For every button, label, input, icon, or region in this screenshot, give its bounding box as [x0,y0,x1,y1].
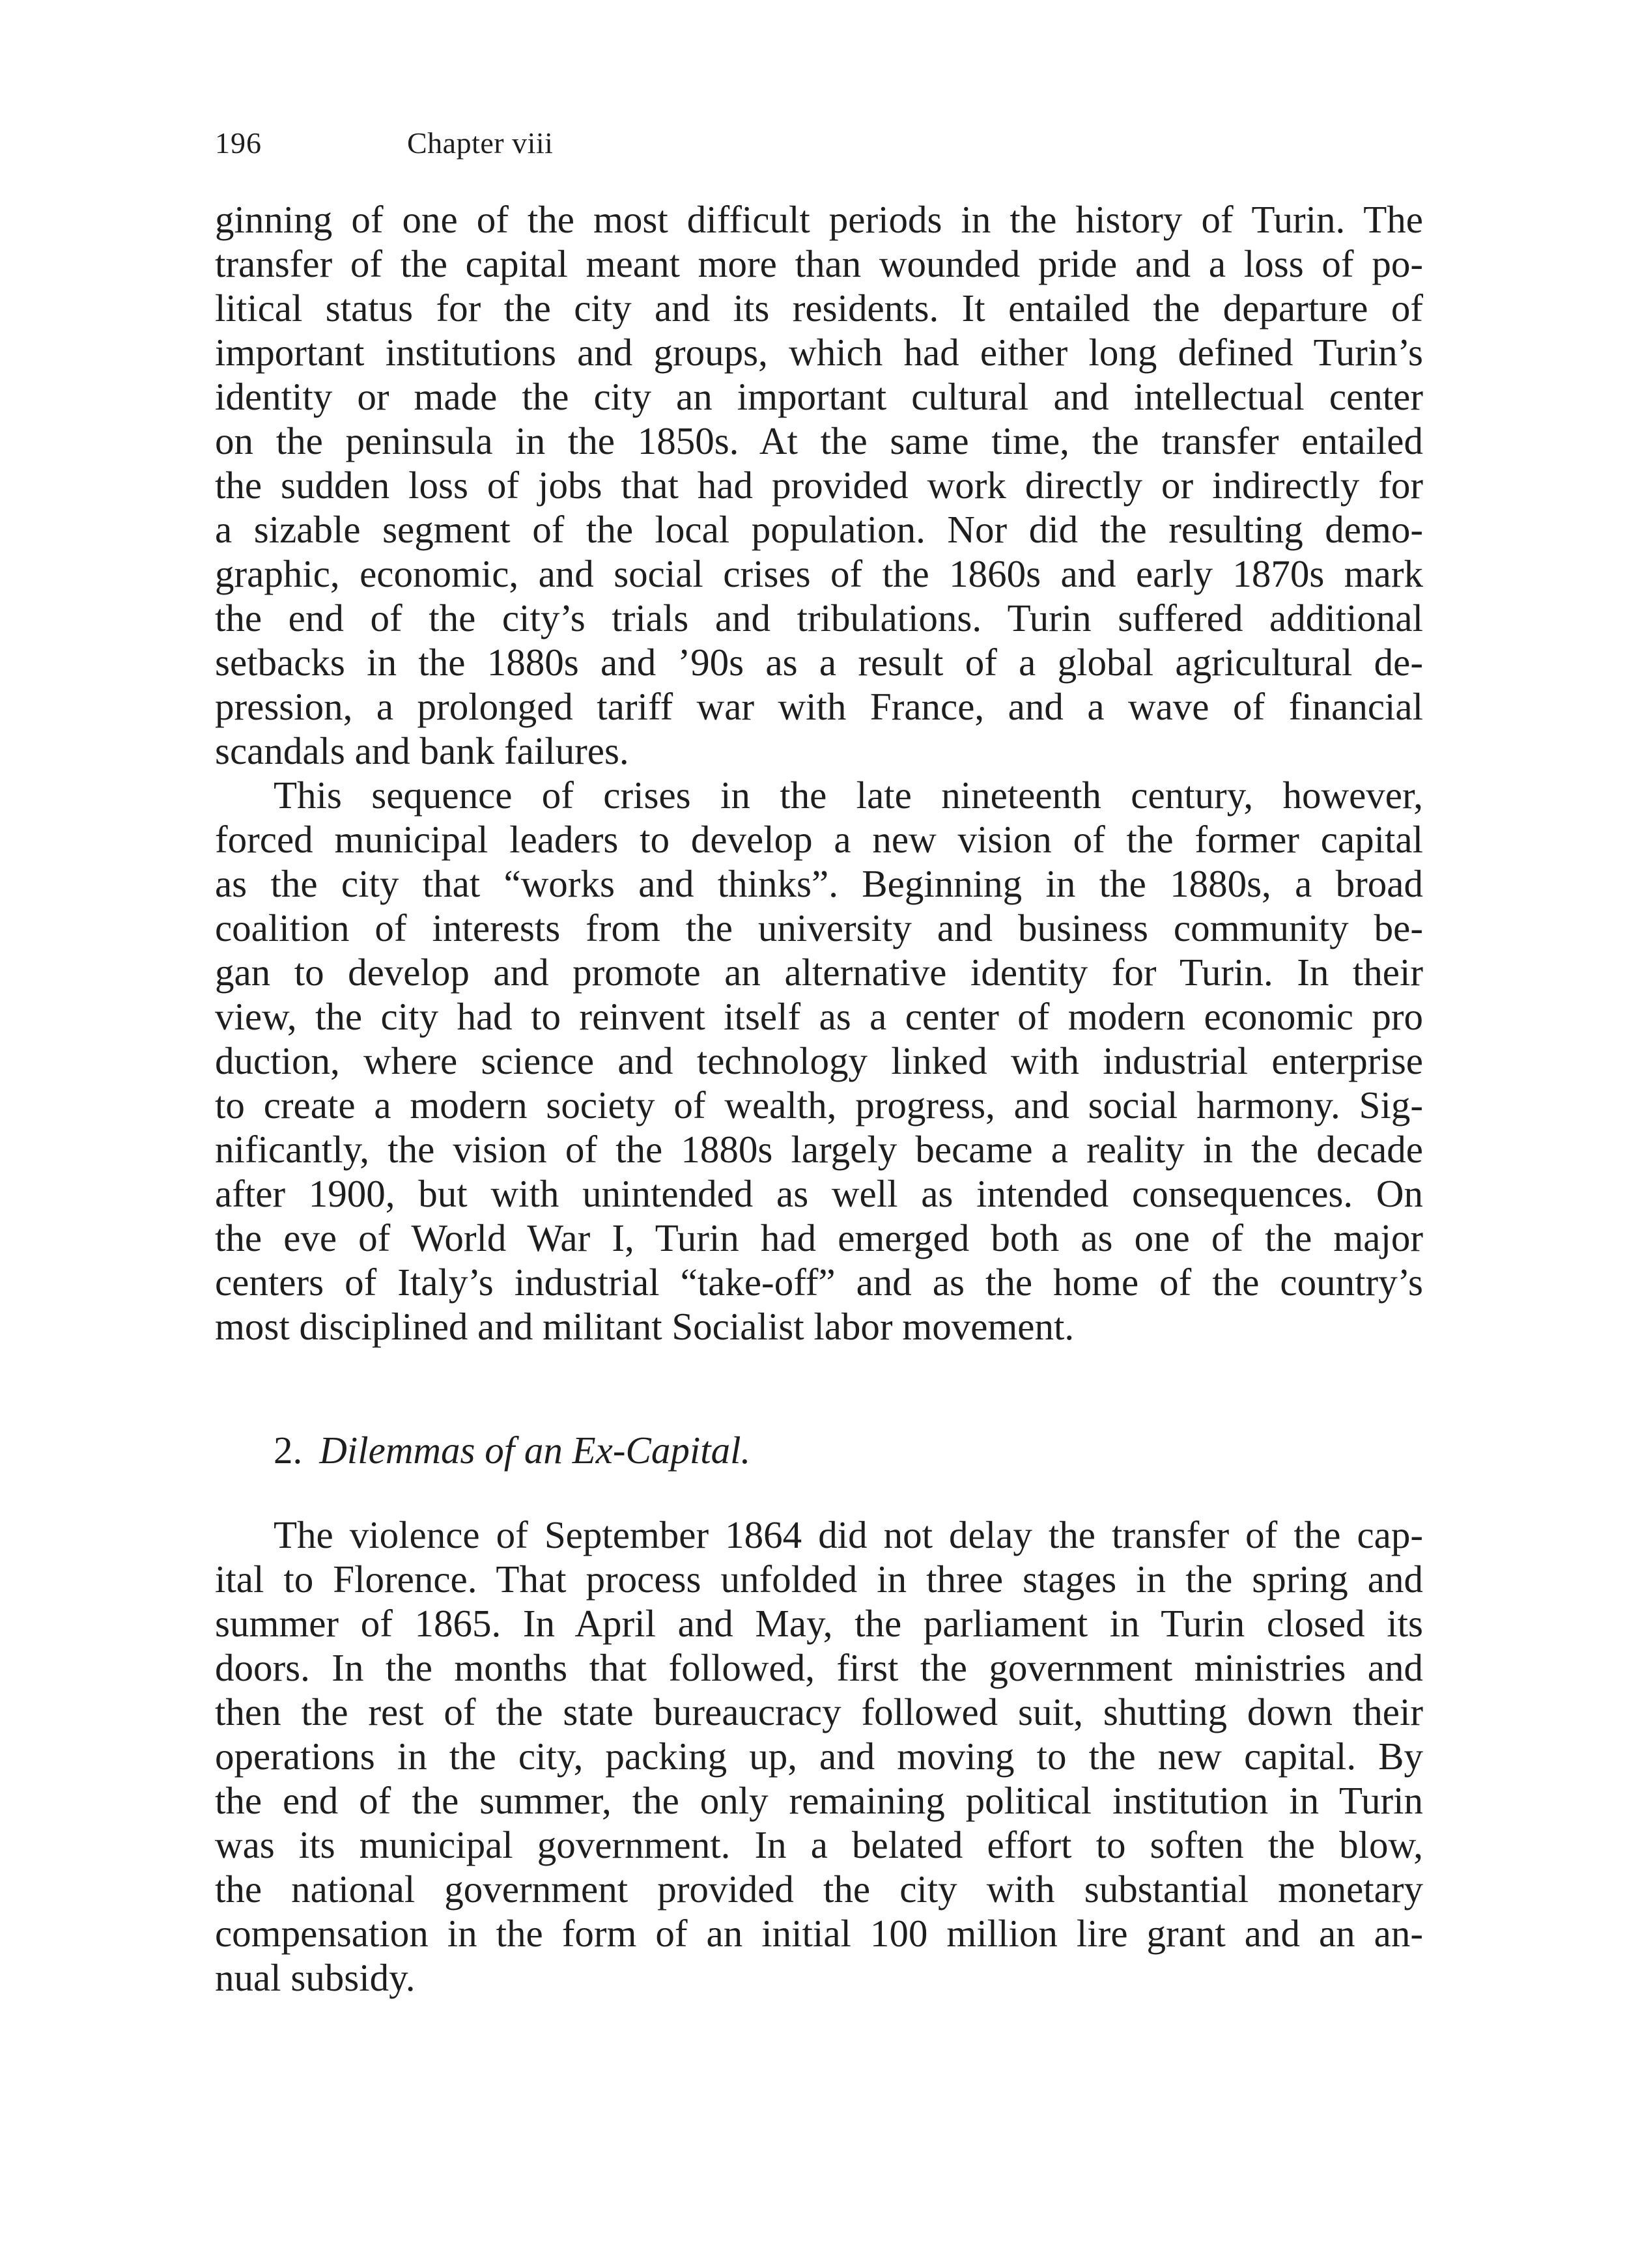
text-line: forced municipal leaders to develop a new vision of the former capital [215,818,1423,861]
text-line: doors. In the months that followed, first the government ministries and [215,1646,1423,1689]
text-line: as the city that “works and thinks”. Beginning in the 1880s, a broad [215,862,1423,905]
text-line: The violence of September 1864 did not delay the transfer of the cap- [274,1513,1423,1556]
text-line: the national government provided the city with substantial monetary [215,1868,1423,1911]
text-line: identity or made the city an important cultural and intellectual center [215,375,1423,418]
text-line: ital to Florence. That process unfolded in three stages in the spring and [215,1558,1423,1601]
page-number: 196 [215,126,262,160]
text-line: nificantly, the vision of the 1880s largely became a reality in the decade [215,1128,1423,1171]
text-line: summer of 1865. In April and May, the parliament in Turin closed its [215,1602,1423,1645]
text-line: ginning of one of the most difficult periods in the history of Turin. The [215,198,1423,241]
section-number: 2. [274,1429,303,1472]
text-line: the sudden loss of jobs that had provided work directly or indirectly for [215,464,1423,507]
text-line: after 1900, but with unintended as well as intended consequences. On [215,1172,1423,1215]
text-line: most disciplined and militant Socialist labor movement. [215,1305,1075,1348]
text-line: duction, where science and technology linked with industrial enterprise [215,1039,1423,1082]
text-line: important institutions and groups, which had either long defined Turin’s [215,331,1423,374]
text-line: scandals and bank failures. [215,729,629,772]
paragraph-3 [215,1513,1423,2000]
text-line: nual subsidy. [215,1956,416,1999]
running-head [215,124,553,163]
text-line: This sequence of crises in the late nineteenth century, however, [274,774,1423,817]
section-title: Dilemmas of an Ex-Capital. [319,1429,751,1472]
text-line: centers of Italy’s industrial “take-off” and as the home of the country’s [215,1261,1423,1304]
chapter-label: Chapter viii [407,126,554,160]
text-line: the end of the city’s trials and tribulations. Turin suffered additional [215,596,1423,639]
text-line: graphic, economic, and social crises of the 1860s and early 1870s mark [215,552,1423,595]
text-line: then the rest of the state bureaucracy followed suit, shutting down their [215,1690,1423,1733]
text-line: compensation in the form of an initial 100 million lire grant and an an- [215,1912,1423,1955]
paragraph-1 [215,197,1423,773]
text-line: setbacks in the 1880s and ’90s as a result of a global agricultural de- [215,641,1423,684]
text-line: was its municipal government. In a belated effort to soften the blow, [215,1823,1423,1866]
text-line: gan to develop and promote an alternative identity for Turin. In their [215,951,1423,994]
text-line: view, the city had to reinvent itself as a center of modern economic pro [215,995,1423,1038]
text-line: litical status for the city and its residents. It entailed the departure of [215,287,1423,329]
text-line: to create a modern society of wealth, progress, and social harmony. Sig- [215,1084,1423,1127]
text-line: coalition of interests from the university and business community be- [215,906,1423,949]
text-line: the eve of World War I, Turin had emerged both as one of the major [215,1216,1423,1259]
text-line: pression, a prolonged tariff war with France, and a wave of financial [215,685,1423,728]
text-line: a sizable segment of the local population. Nor did the resulting demo- [215,508,1423,551]
text-line: transfer of the capital meant more than wounded pride and a loss of po- [215,242,1423,285]
text-line: the end of the summer, the only remaining political institution in Turin [215,1779,1423,1822]
text-line: operations in the city, packing up, and moving to the new capital. By [215,1735,1423,1778]
section-heading [274,1428,750,1472]
paragraph-2 [215,773,1423,1349]
text-line: on the peninsula in the 1850s. At the same time, the transfer entailed [215,419,1423,462]
